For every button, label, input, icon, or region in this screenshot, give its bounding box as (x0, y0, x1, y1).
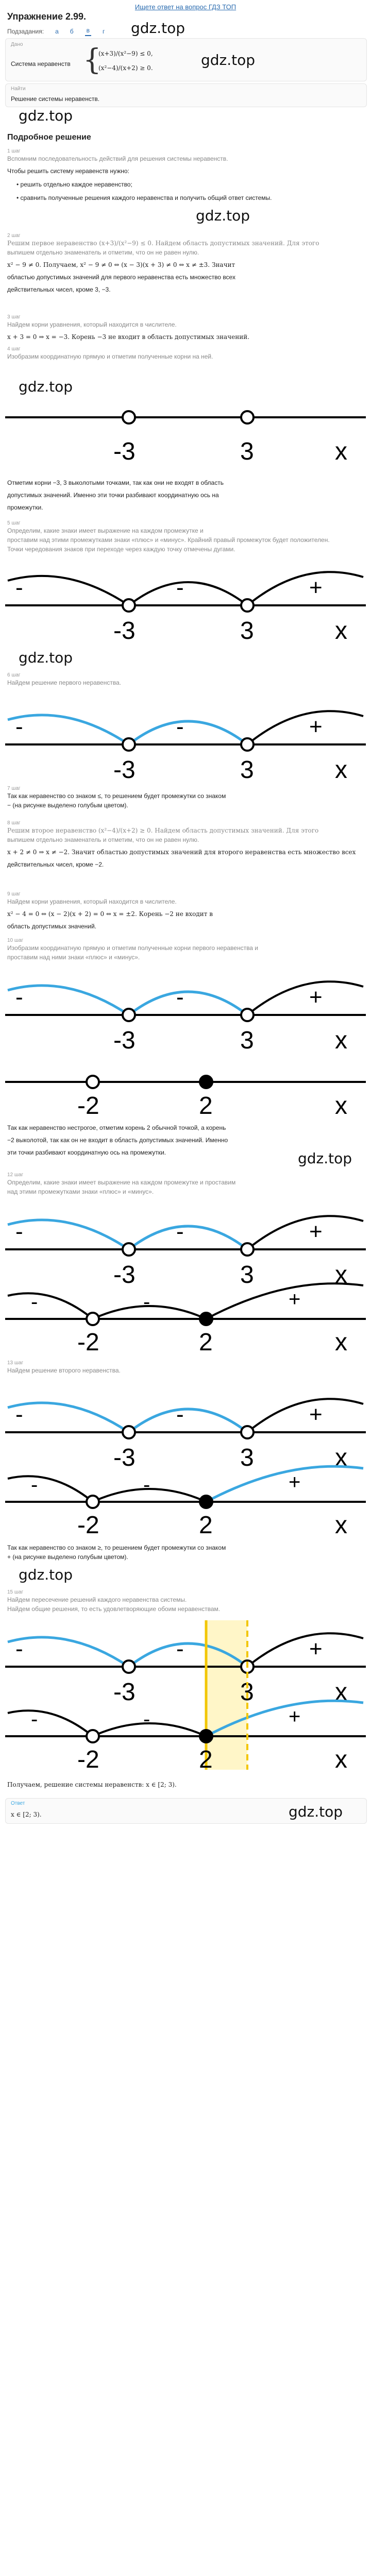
given-label: Дано (11, 42, 23, 47)
sign-arc (247, 572, 363, 605)
open-point-m2 (87, 1496, 99, 1508)
open-point-m3 (123, 1426, 135, 1438)
step-label: 4 шаг (7, 346, 21, 352)
open-point-3 (241, 411, 254, 423)
axis-label-x: x (335, 756, 347, 783)
step-text: действительных чисел, кроме −2. (7, 861, 104, 868)
sign-minus: - (31, 1291, 38, 1313)
sign-plus: + (309, 1636, 323, 1662)
subtask-a[interactable]: а (55, 28, 59, 35)
sign-arc-solution (8, 715, 129, 744)
step-text: областью допустимых значений для первого неравенства есть множество всех (7, 274, 235, 281)
step-label: 10 шаг (7, 938, 24, 943)
step-text: Так как неравенство нестрогое, отметим корень 2 обычной точкой, а корень (7, 1124, 226, 1131)
number-line-5 (0, 1198, 371, 1355)
step-text: промежутки. (7, 504, 43, 511)
sign-plus: + (289, 1288, 301, 1311)
sign-arc (129, 582, 247, 605)
watermark: gdz.top (196, 207, 250, 224)
step-text: x² − 9 ≠ 0. Получаем, x² − 9 ≠ 0 ⇔ (x − 3)(x + 3) ≠ 0 ⇔ x ≠ ±3. Значит (7, 261, 235, 268)
sign-minus: - (176, 1219, 184, 1244)
step-label: 8 шаг (7, 820, 21, 826)
step-text: Точки чередования знаков при переходе через каждую точку отмечены дугами. (7, 546, 235, 553)
step-text: действительных чисел, кроме 3, −3. (7, 286, 111, 293)
step-text: Найдем корни уравнения, который находится в числителе. (7, 898, 177, 905)
axis-label-x: x (335, 1027, 347, 1054)
axis-label-x: x (335, 1512, 347, 1538)
number-line-1 (0, 397, 371, 474)
number-line-7 (0, 1615, 371, 1775)
step-text: Так как неравенство со знаком ≤, то решением будет промежутки со знаком (7, 792, 226, 800)
step-text: проставим над ними знаки «плюс» и «минус». (7, 954, 140, 961)
step-text: + (на рисунке выделено голубым цветом). (7, 1553, 128, 1561)
sign-minus: - (176, 985, 184, 1010)
step-text: над этими промежутками знаки «плюс» и «минус». (7, 1188, 154, 1195)
step-text: x + 2 ≠ 0 ⇒ x ≠ −2. Значит областью допустимых значений для второго неравенства есть множество всех (7, 849, 356, 856)
axis-label-x: x (335, 1261, 347, 1289)
tick-label-m2: -2 (77, 1329, 99, 1355)
step-10 (7, 938, 363, 962)
tick-label-3: 3 (240, 756, 254, 783)
subtask-v[interactable]: в (85, 27, 91, 36)
inequality-2: (x²−4)/(x+2) ≥ 0. (98, 64, 153, 72)
step-text: выпишем отдельно знаменатель и отметим, что он не равен нулю. (7, 249, 199, 256)
step-text: Найдем пересечение решений каждого неравенства системы. (7, 1596, 187, 1603)
step-5 (7, 520, 363, 554)
filled-point-2 (200, 1313, 212, 1325)
tick-label-3: 3 (240, 1027, 254, 1054)
step-text: x² − 4 = 0 ⇔ (x − 2)(x + 2) = 0 ⇔ x = ±2. Корень −2 не входит в (7, 910, 213, 918)
step-text: Найдем решение первого неравенства. (7, 679, 122, 686)
open-point-3 (241, 1243, 254, 1256)
step-text: Определим, какие знаки имеет выражение на каждом промежутке и (7, 527, 204, 534)
sign-minus: - (15, 575, 23, 600)
sign-plus: + (289, 1471, 301, 1494)
tick-label-2: 2 (199, 1329, 213, 1355)
axis-label-x: x (335, 1444, 347, 1471)
sign-arc (8, 1710, 93, 1736)
sign-minus: - (176, 575, 184, 600)
sign-arc-solution (129, 721, 247, 744)
sign-arc (8, 1293, 93, 1319)
step-text: Отметим корни −3, 3 выколотыми точками, так как они не входят в область (7, 479, 224, 486)
step-text: проставим над этими промежутками знаки «плюс» и «минус». Крайний правый промежуток будет положителен. (7, 536, 330, 544)
sign-arc (8, 576, 129, 605)
tick-label-3: 3 (240, 1444, 254, 1471)
sign-plus: + (309, 714, 323, 739)
page-title: Упражнение 2.99. (7, 11, 87, 22)
step-text: −2 выколотой, так как он не входит в область допустимых значений. Именно (7, 1137, 228, 1144)
list-item-text: решить отдельно каждое неравенство; (20, 181, 132, 188)
watermark: gdz.top (298, 1150, 352, 1167)
tick-label-3: 3 (240, 1679, 254, 1706)
tick-label-m3: -3 (113, 1261, 136, 1289)
open-point-3 (241, 1009, 254, 1021)
subtask-label: Подзадания: (7, 28, 44, 35)
step-label: 13 шаг (7, 1360, 24, 1366)
watermark: gdz.top (131, 20, 185, 37)
top-link[interactable]: Ищете ответ на вопрос ГДЗ ТОП (134, 3, 237, 11)
step-text: Изобразим координатную прямую и отметим полученные корни на ней. (7, 353, 213, 360)
step-text: область допустимых значений. (7, 923, 97, 930)
step-12 (7, 1172, 363, 1196)
watermark: gdz.top (201, 52, 256, 69)
sign-plus: + (309, 1402, 323, 1427)
sign-minus: - (15, 1402, 23, 1427)
open-point-m2 (87, 1313, 99, 1325)
watermark: gdz.top (19, 378, 73, 395)
sign-arc-solution (8, 1637, 129, 1667)
detailed-solution-title: Подробное решение (7, 133, 91, 142)
watermark: gdz.top (289, 1803, 343, 1820)
sign-plus: + (309, 985, 323, 1010)
step-text: x + 3 = 0 ⇒ x = −3. Корень −3 не входит в область допустимых значений. (7, 333, 250, 341)
sign-plus: + (289, 1705, 301, 1728)
tick-label-3: 3 (240, 617, 254, 644)
step-4 (7, 346, 363, 361)
step-6 (7, 672, 363, 687)
step-text: Чтобы решить систему неравенств нужно: (7, 167, 129, 175)
sign-minus: - (176, 1636, 184, 1662)
step-text: Определим, какие знаки имеет выражение на каждом промежутке и проставим (7, 1179, 236, 1186)
open-point-m3 (123, 599, 135, 612)
step-label: 12 шаг (7, 1172, 24, 1178)
step-text: Решим первое неравенство (x+3)/(x²−9) ≤ 0. Найдем область допустимых значений. Для этого (7, 240, 319, 247)
sign-arc (8, 1476, 93, 1502)
conclusion (7, 1780, 363, 1789)
open-point-m2 (87, 1076, 99, 1088)
step-text: выпишем отдельно знаменатель и отметим, что он не равен нулю. (7, 836, 199, 843)
step-label: 7 шаг (7, 786, 21, 791)
sign-arc (247, 711, 363, 744)
number-line-2 (0, 554, 371, 644)
sign-minus: - (143, 1473, 150, 1496)
sign-plus: + (309, 1219, 323, 1244)
tick-label-3: 3 (240, 438, 254, 465)
list-item-text: сравнить полученные решения каждого неравенства и получить общий ответ системы. (20, 194, 272, 201)
tick-label-m3: -3 (113, 438, 136, 465)
step-8 (7, 820, 363, 869)
find-card (5, 83, 367, 107)
find-label: Найти (11, 86, 26, 92)
axis-label-x: x (335, 1679, 347, 1706)
filled-point-2 (200, 1496, 212, 1508)
step-label: 2 шаг (7, 233, 21, 239)
step-text: Изобразим координатную прямую и отметим полученные корни первого неравенства и (7, 944, 259, 952)
sign-arc-solution (8, 986, 129, 1015)
step-text: эти точки разбивают координатную ось на промежутки. (7, 1149, 166, 1156)
step-text: Найдем общие решения, то есть удовлетворяющие обоим неравенствам. (7, 1605, 221, 1613)
step-text: Найдем решение второго неравенства. (7, 1367, 121, 1374)
number-line-6 (0, 1381, 371, 1538)
step-text: Так как неравенство со знаком ≥, то решением будет промежутки со знаком (7, 1544, 226, 1551)
tick-label-2: 2 (199, 1512, 213, 1538)
sign-arc-solution (129, 1226, 247, 1249)
step-14 (7, 1543, 363, 1562)
step-label: 15 шаг (7, 1589, 24, 1595)
step-label: 6 шаг (7, 672, 21, 678)
find-text: Решение системы неравенств. (11, 95, 100, 103)
sign-arc (247, 1399, 363, 1432)
sign-minus: - (176, 714, 184, 739)
conclusion-text: Получаем, решение системы неравенств: x ∈ [2; 3). (7, 1781, 177, 1788)
step-9 (7, 891, 363, 931)
step-4-after (7, 478, 363, 512)
given-card (5, 38, 367, 81)
step-text: Решим второе неравенство (x²−4)/(x+2) ≥ 0. Найдем область допустимых значений. Для этого (7, 827, 319, 834)
sign-minus: - (143, 1291, 150, 1313)
open-point-m3 (123, 1009, 135, 1021)
step-7 (7, 786, 363, 810)
axis-label-x: x (335, 617, 347, 644)
tick-label-2: 2 (199, 1746, 213, 1773)
number-line-3 (0, 693, 371, 783)
tick-label-m2: -2 (77, 1512, 99, 1538)
answer-label: Ответ (11, 1801, 25, 1806)
step-label: 1 шаг (7, 148, 21, 154)
list-item: • сравнить полученные решения каждого неравенства и получить общий ответ системы. (16, 194, 272, 201)
open-point-m3 (123, 1660, 135, 1673)
sign-arc-solution (8, 1220, 129, 1249)
sign-arc (247, 981, 363, 1015)
watermark: gdz.top (19, 649, 73, 666)
open-point-3 (241, 1426, 254, 1438)
sign-minus: - (15, 1636, 23, 1662)
step-15 (7, 1589, 363, 1614)
system-label: Система неравенств (11, 60, 71, 67)
sign-arc-solution (8, 1403, 129, 1432)
step-label: 3 шаг (7, 314, 21, 320)
open-point-3 (241, 599, 254, 612)
watermark: gdz.top (19, 107, 73, 124)
sign-minus: - (15, 985, 23, 1010)
step-13 (7, 1360, 363, 1375)
sign-minus: - (31, 1473, 38, 1496)
tick-label-m3: -3 (113, 617, 136, 644)
open-point-m3 (123, 738, 135, 751)
axis-label-x: x (335, 1746, 347, 1773)
sign-arc-solution (206, 1466, 363, 1502)
open-point-m3 (123, 411, 135, 423)
step-1 (7, 148, 363, 202)
step-text: Вспомним последовательность действий для решения системы неравенств. (7, 155, 228, 162)
step-3 (7, 314, 363, 342)
sign-arc (247, 1216, 363, 1249)
sign-minus: - (143, 1708, 150, 1731)
sign-minus: - (176, 1402, 184, 1427)
inequality-1: (x+3)/(x²−9) ≤ 0, (98, 50, 153, 57)
step-text: допустимых значений. Именно эти точки разбивают координатную ось на (7, 492, 219, 499)
tick-label-m2: -2 (77, 1746, 99, 1773)
sign-minus: - (15, 1219, 23, 1244)
tick-label-m3: -3 (113, 756, 136, 783)
axis-label-x: x (335, 1092, 347, 1118)
sign-arc (206, 1283, 363, 1319)
step-text: − (на рисунке выделено голубым цветом). (7, 802, 128, 809)
sign-arc-solution (129, 1409, 247, 1432)
watermark: gdz.top (19, 1566, 73, 1583)
axis-label-x: x (335, 1329, 347, 1355)
number-line-4 (0, 963, 371, 1118)
sign-minus: - (15, 714, 23, 739)
subtask-g[interactable]: г (103, 28, 105, 35)
open-point-3 (241, 738, 254, 751)
step-text: Найдем корни уравнения, который находится в числителе. (7, 321, 177, 328)
system-brace: { (83, 43, 102, 77)
tick-label-2: 2 (199, 1092, 213, 1118)
open-point-m3 (123, 1243, 135, 1256)
step-label: 9 шаг (7, 891, 21, 897)
open-point-m2 (87, 1730, 99, 1742)
subtask-selector (7, 27, 105, 36)
sign-minus: - (31, 1708, 38, 1731)
tick-label-m3: -3 (113, 1679, 136, 1706)
step-2 (7, 233, 363, 294)
filled-point-2 (200, 1730, 212, 1742)
tick-label-m3: -3 (113, 1444, 136, 1471)
tick-label-3: 3 (240, 1261, 254, 1289)
sign-plus: + (309, 575, 323, 600)
filled-point-2 (200, 1076, 212, 1088)
axis-label-x: x (335, 438, 347, 465)
sign-arc (247, 1633, 363, 1667)
tick-label-m3: -3 (113, 1027, 136, 1054)
answer-value: x ∈ [2; 3). (11, 1811, 42, 1818)
subtask-b[interactable]: б (70, 28, 74, 35)
list-item: • решить отдельно каждое неравенство; (16, 181, 132, 188)
step-label: 5 шаг (7, 520, 21, 526)
tick-label-m2: -2 (77, 1092, 99, 1118)
sign-arc-solution (129, 992, 247, 1015)
